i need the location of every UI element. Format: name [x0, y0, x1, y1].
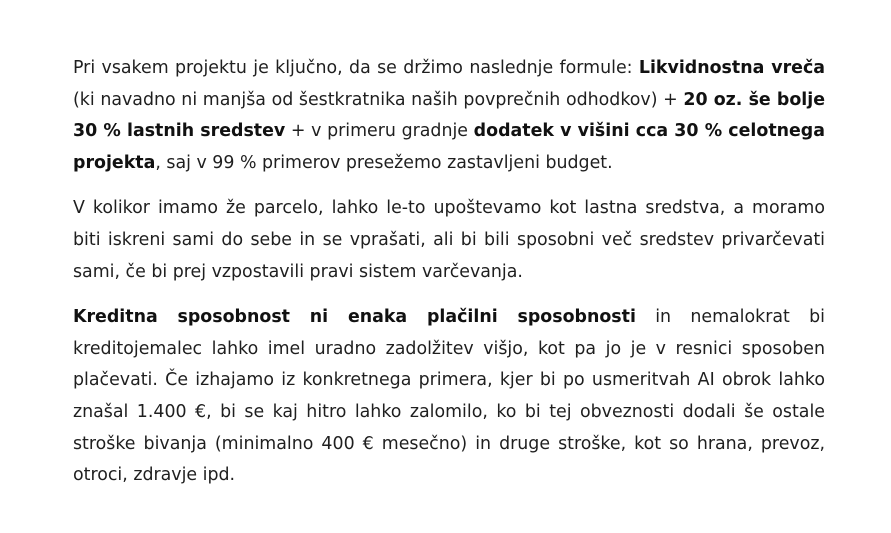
paragraph-text: V kolikor imamo že parcelo, lahko le-to upoštevamo kot lastna sredstva, a moramo biti iskreni sami do sebe in se vprašati, ali bi bili sposobni več sredstev privarčevati sami, če bi prej vzpostavili pravi sistem varčevanja.	[73, 198, 825, 282]
paragraph-credit	[73, 302, 825, 492]
paragraph-text: (ki navadno ni manjša od šestkratnika naših povprečnih odhodkov) +	[73, 89, 684, 110]
paragraph-text: + v primeru gradnje	[285, 121, 474, 142]
paragraph-parcel	[73, 193, 825, 288]
paragraph-text: in nemalokrat bi kreditojemalec lahko imel uradno zadolžitev višjo, kot pa jo je v resnici sposoben plačevati. Če izhajamo iz konkretnega primera, kjer bi po usmeritvah AI obrok lahko znašal 1.400 €, bi se kaj hitro lahko zalomilo, ko bi tej obveznosti dodali še ostale stroške bivanja (minimalno 400 € mesečno) in druge stroške, kot so hrana, prevoz, otroci, zdravje ipd.	[73, 307, 825, 486]
paragraph-text: Pri vsakem projektu je ključno, da se držimo naslednje formule:	[73, 58, 639, 78]
document-body	[73, 53, 825, 506]
bold-phrase: 20 oz. še bolje 30 % lastnih sredstev	[73, 89, 825, 142]
bold-phrase: Likvidnostna vreča	[638, 58, 825, 78]
bold-phrase: Kreditna sposobnost ni enaka plačilni sposobnosti	[73, 307, 636, 328]
paragraph-text: , saj v 99 % primerov presežemo zastavljeni budget.	[155, 152, 613, 173]
bold-phrase: dodatek v višini cca 30 % celotnega projekta	[73, 121, 825, 173]
paragraph-formula	[73, 53, 825, 179]
